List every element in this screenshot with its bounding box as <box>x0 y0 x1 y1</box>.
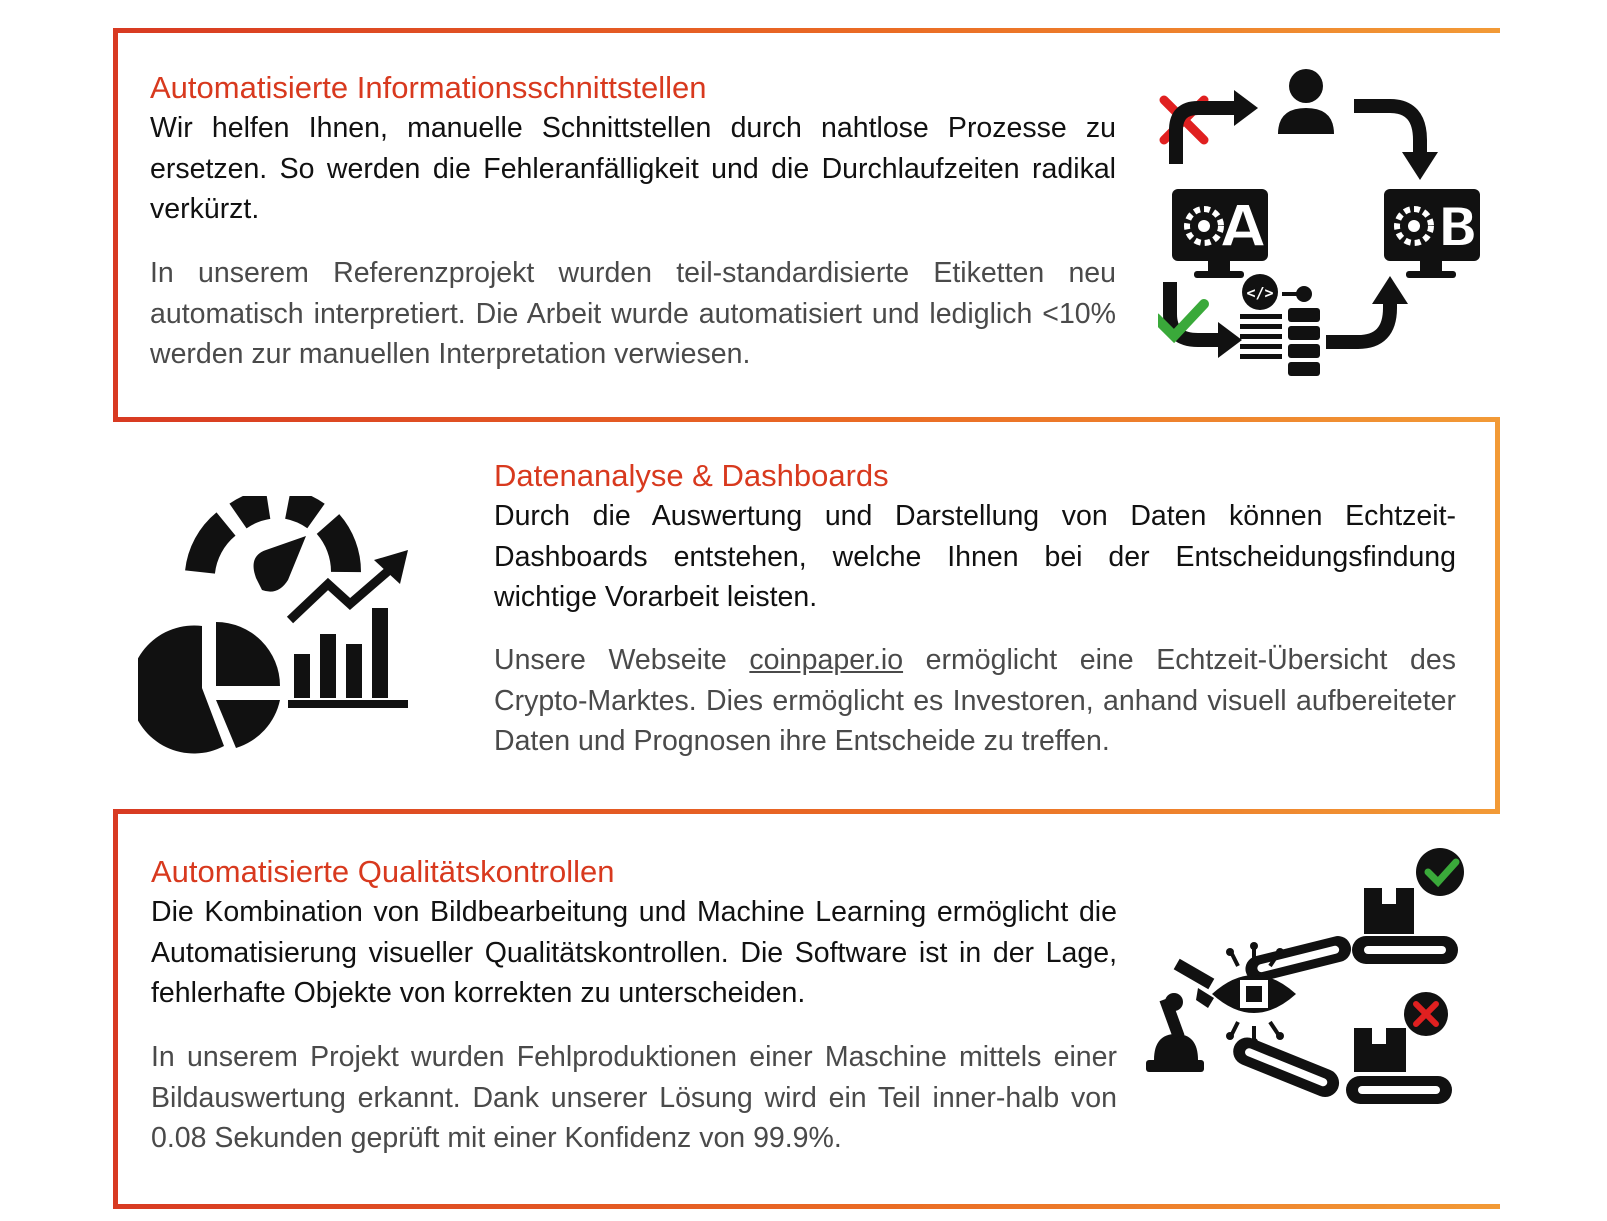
section-title: Automatisierte Qualitätskontrollen <box>151 854 615 889</box>
svg-text:B: B <box>1437 196 1479 259</box>
section-detail-text: In unserem Projekt wurden Fehlproduktionen einer Maschine mittels einer Bildauswertung erkannt. Dank unserer Lösung wird ein Teil inner-halb von 0.08 Sekunden geprüft mit einer Konfidenz von 99.9%. <box>151 1041 1117 1154</box>
section-title: Automatisierte Informationsschnittstellen <box>150 70 707 105</box>
robot-arm-icon <box>1146 959 1214 1072</box>
package-icon <box>1354 1028 1406 1072</box>
svg-text:A: A <box>1220 192 1266 260</box>
section-detail-text: In unserem Referenzprojekt wurden teil-standardisierte Etiketten neu automatisch interpretiert. Die Arbeit wurde automatisiert und lediglich <10% werden zur manuellen Interpretation verwiesen. <box>150 257 1116 370</box>
frame-bottom-line <box>113 1204 1500 1209</box>
section-detail-text: Unsere Webseite coinpaper.io ermöglicht eine Echtzeit-Übersicht des Crypto-Marktes. Dies ermöglicht es Investoren, anhand visuell aufbereiteter Daten und Prognosen ihre Entscheide zu treffen. <box>494 644 1456 757</box>
quality-control-icon <box>1138 848 1468 1138</box>
svg-text:</>: </> <box>1246 284 1274 302</box>
section-title: Datenanalyse & Dashboards <box>494 458 889 493</box>
frame-left-line <box>113 809 118 1209</box>
section-lead-text: Durch die Auswertung und Darstellung von Daten können Echtzeit-Dashboards entstehen, welche Ihnen bei der Entscheidungsfindung wichtige Vorarbeit leisten. <box>494 500 1456 613</box>
package-icon <box>1364 888 1414 934</box>
coinpaper-link[interactable]: coinpaper.io <box>749 644 904 676</box>
section-lead-text: Die Kombination von Bildbearbeitung und Machine Learning ermöglicht die Automatisierung visueller Qualitätskontrollen. Die Software ist in der Lage, fehlerhafte Objekte von korrekten zu unterscheiden. <box>151 896 1117 1009</box>
section-lead-text: Wir helfen Ihnen, manuelle Schnittstellen durch nahtlose Prozesse zu ersetzen. So werden die Fehleranfälligkeit und die Durchlaufzeiten radikal verkürzt. <box>150 112 1116 225</box>
